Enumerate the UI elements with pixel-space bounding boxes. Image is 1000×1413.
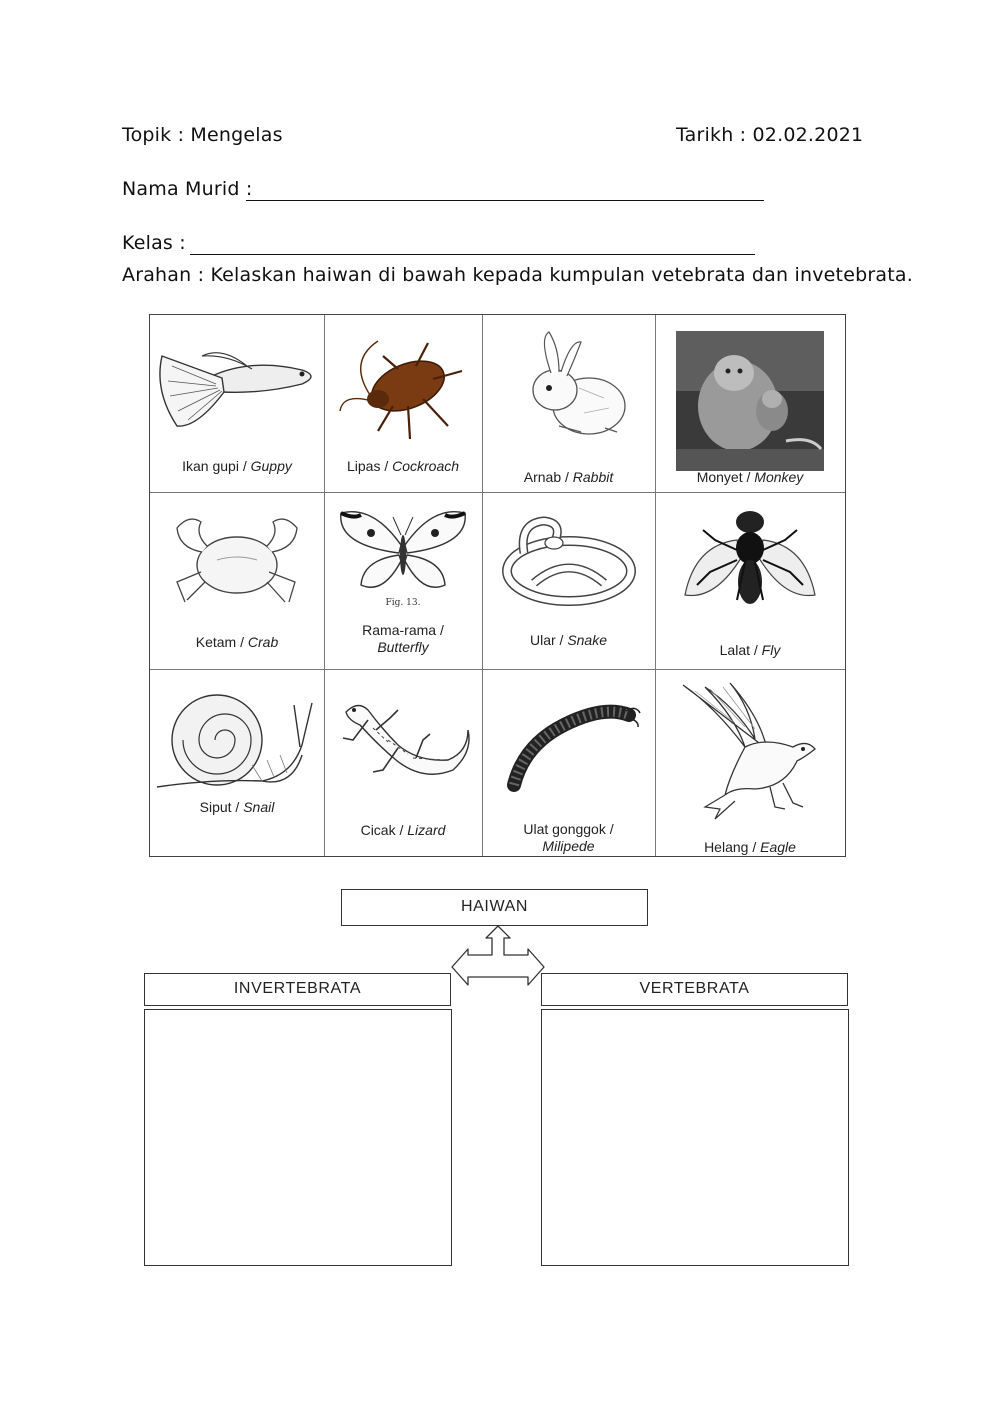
vertebrata-drop-area[interactable] (541, 1009, 849, 1266)
animal-label: Arnab / Rabbit (523, 469, 614, 485)
animal-label: Helang / Eagle (704, 839, 796, 855)
student-name-field[interactable] (246, 200, 764, 201)
animal-label: Siput / Snail (199, 799, 275, 815)
animal-label: Ulat gonggok / Milipede (523, 821, 614, 854)
eagle-icon (675, 677, 825, 827)
animal-card-cockroach[interactable] (324, 315, 482, 492)
vertebrata-label: VERTEBRATA (639, 980, 750, 997)
millipede-icon (494, 685, 644, 795)
animal-card-butterfly[interactable] (324, 492, 482, 669)
animal-grid (149, 314, 846, 857)
animal-label: Lalat / Fly (719, 642, 781, 658)
animal-label: Rama-rama / Butterfly (362, 622, 444, 655)
invertebrata-header (144, 973, 451, 1006)
animal-card-fly[interactable] (655, 492, 845, 669)
animal-card-rabbit[interactable] (482, 315, 655, 492)
animal-card-millipede[interactable] (482, 669, 655, 856)
animal-card-lizard[interactable] (324, 669, 482, 856)
animal-card-eagle[interactable] (655, 669, 845, 856)
guppy-fish-icon (152, 336, 322, 436)
animal-card-crab[interactable] (150, 492, 324, 669)
animal-label: Lipas / Cockroach (346, 458, 460, 474)
invertebrata-drop-area[interactable] (144, 1009, 452, 1266)
butterfly-icon (333, 505, 473, 600)
animal-label: Monyet / Monkey (696, 469, 804, 485)
snail-icon (152, 685, 322, 795)
student-name-label: Nama Murid : (122, 178, 253, 200)
monkey-photo (676, 331, 824, 471)
vertebrata-header (541, 973, 848, 1006)
date-label: Tarikh : 02.02.2021 (676, 124, 864, 146)
invertebrata-label: INVERTEBRATA (233, 980, 362, 997)
topic-label: Topik : Mengelas (122, 124, 283, 146)
snake-icon (494, 513, 644, 613)
class-field[interactable] (190, 254, 755, 255)
animal-label: Ikan gupi / Guppy (182, 458, 292, 474)
crab-icon (167, 510, 307, 615)
rabbit-icon (509, 328, 629, 443)
branch-arrow-icon (450, 925, 546, 991)
animal-card-guppy[interactable] (150, 315, 324, 492)
fly-icon (675, 500, 825, 618)
class-label: Kelas : (122, 232, 186, 254)
animal-card-monkey[interactable] (655, 315, 845, 492)
animal-label: Ketam / Crab (195, 634, 279, 650)
lizard-icon (328, 690, 478, 790)
cockroach-icon (338, 331, 468, 441)
figure-number: Fig. 13. (385, 598, 421, 608)
animal-label: Ular / Snake (529, 632, 608, 648)
instruction-text: Arahan : Kelaskan haiwan di bawah kepada kumpulan vetebrata dan invetebrata. (122, 264, 913, 286)
haiwan-label: HAIWAN (460, 898, 528, 915)
haiwan-box (341, 889, 648, 926)
animal-card-snake[interactable] (482, 492, 655, 669)
animal-label: Cicak / Lizard (360, 822, 446, 838)
animal-card-snail[interactable] (150, 669, 324, 856)
